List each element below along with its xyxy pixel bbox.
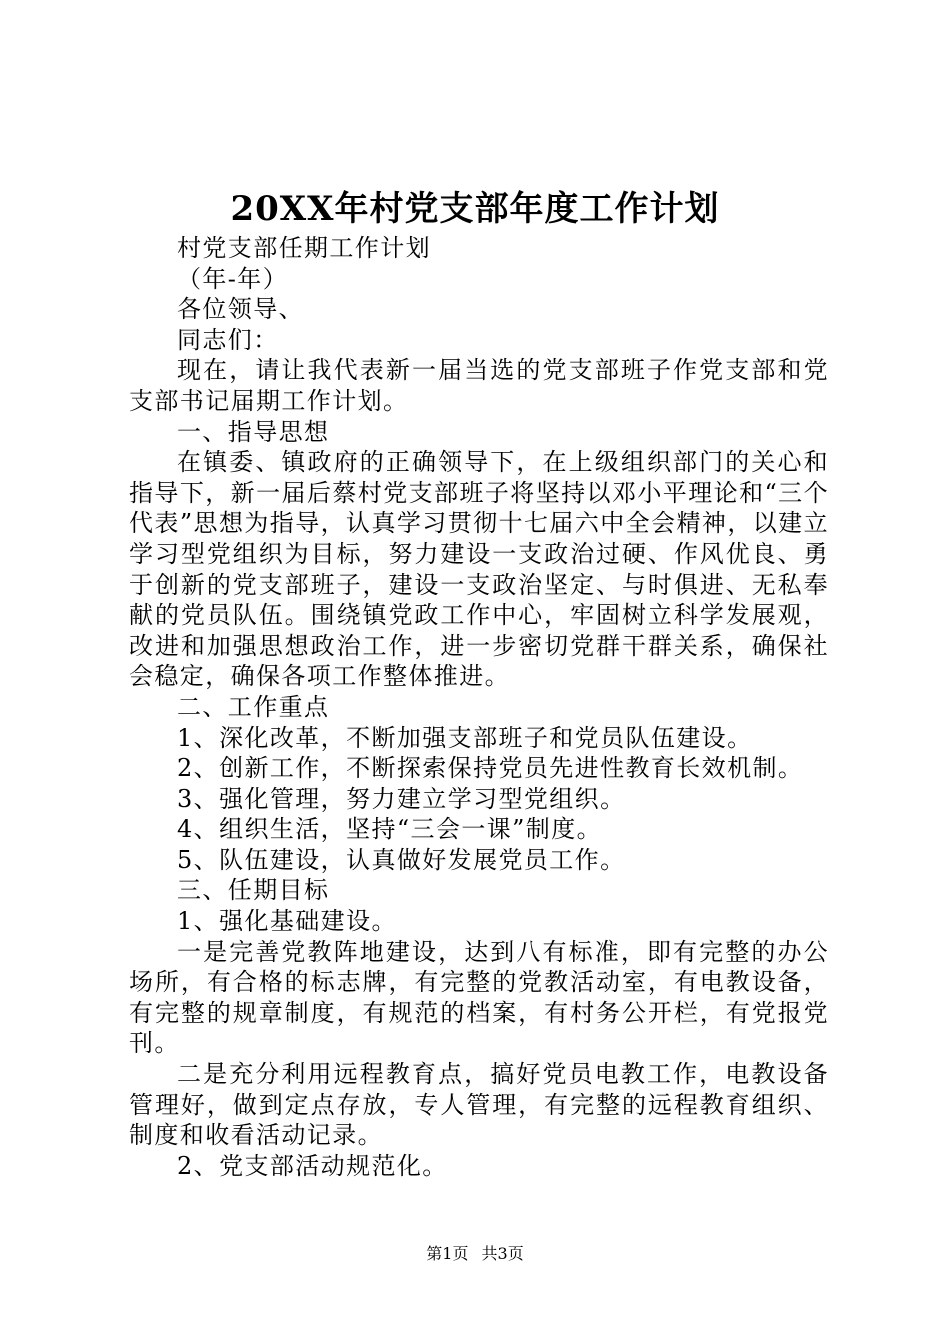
- list-item: 2、创新工作，不断探索保持党员先进性教育长效机制。: [177, 754, 804, 783]
- section-heading: 三、任期目标: [177, 876, 330, 905]
- document-title: 20XX年村党支部年度工作计划: [230, 189, 720, 229]
- document-body: [129, 233, 829, 1181]
- paragraph: 一是完善党教阵地建设，达到八有标准，即有完整的办公场所，有合格的标志牌，有完整的党教活动室，有电教设备，有完整的规章制度，有规范的档案，有村务公开栏，有党报党刊。: [129, 937, 829, 1058]
- page-footer: [0, 1242, 950, 1266]
- list-item: 5、队伍建设，认真做好发展党员工作。: [177, 845, 626, 874]
- paragraph: 二是充分利用远程教育点，搞好党员电教工作，电教设备管理好，做到定点存放，专人管理，有完整的远程教育组织、制度和收看活动记录。: [129, 1060, 829, 1150]
- paragraph: 在镇委、镇政府的正确领导下，在上级组织部门的关心和指导下，新一届后蔡村党支部班子将坚持以邓小平理论和“三个代表”思想为指导，认真学习贯彻十七届六中全会精神，以建立学习型党组织为目标，努力建设一支政治过硬、作风优良、勇于创新的党支部班子，建设一支政治坚定、与时俱进、无私奉献的党员队伍。围绕镇党政工作中心，牢固树立科学发展观，改进和加强思想政治工作，进一步密切党群干群关系，确保社会稳定，确保各项工作整体推进。: [129, 448, 829, 691]
- paragraph: 各位领导、: [177, 295, 304, 324]
- paragraph: 现在，请让我代表新一届当选的党支部班子作党支部和党支部书记届期工作计划。: [129, 356, 829, 415]
- page-number: 第1页: [426, 1244, 469, 1263]
- paragraph: （年-年）: [177, 264, 289, 293]
- list-item: 1、强化基础建设。: [177, 907, 397, 936]
- list-item: 3、强化管理，努力建立学习型党组织。: [177, 784, 626, 813]
- list-item: 2、党支部活动规范化。: [177, 1151, 448, 1180]
- section-heading: 一、指导思想: [177, 417, 330, 446]
- section-heading: 二、工作重点: [177, 692, 330, 721]
- list-item: 4、组织生活，坚持“三会一课”制度。: [177, 815, 603, 844]
- page-total: 共3页: [481, 1244, 524, 1263]
- paragraph: 村党支部任期工作计划: [177, 234, 431, 262]
- paragraph: 同志们：: [177, 325, 279, 354]
- list-item: 1、深化改革，不断加强支部班子和党员队伍建设。: [177, 723, 753, 752]
